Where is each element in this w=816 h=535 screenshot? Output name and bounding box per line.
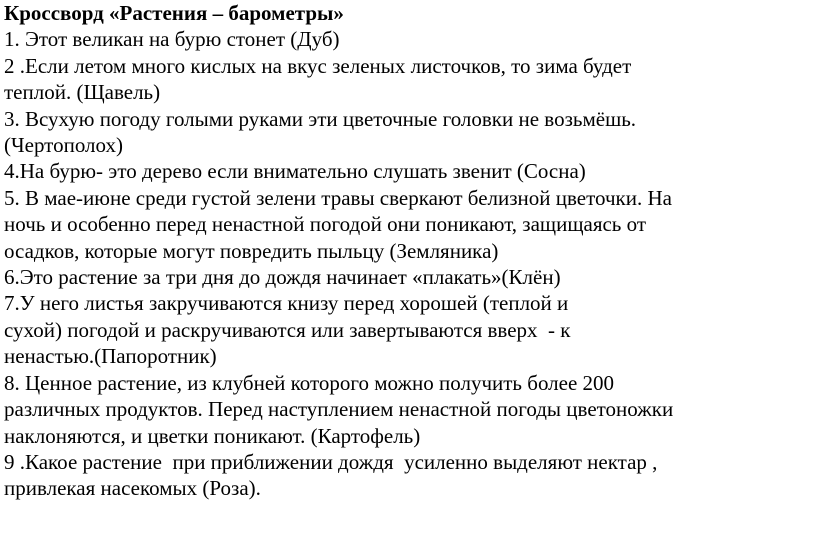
text-line-10: 6.Это растение за три дня до дождя начинает «плакать»(Клён) (4, 265, 561, 290)
text-line-9: осадков, которые могут повредить пыльцу (Земляника) (4, 238, 499, 263)
text-line-7: 5. В мае-июне среди густой зелени травы сверкают белизной цветочки. На (4, 185, 672, 210)
text-line-3: теплой. (Щавель) (4, 80, 161, 105)
text-line-1: 1. Этот великан на бурю стонет (Дуб) (4, 27, 340, 52)
text-line-14: 8. Ценное растение, из клубней которого можно получить более 200 (4, 370, 615, 395)
text-line-15: различных продуктов. Перед наступлением ненастной погоды цветоножки (4, 397, 674, 422)
document-title: Кроссворд «Растения – барометры» (4, 1, 344, 25)
text-line-11: 7.У него листья закручиваются книзу перед хорошей (теплой и (4, 291, 569, 316)
text-line-16: наклоняются, и цветки поникают. (Картофель) (4, 423, 421, 448)
text-line-17: 9 .Какое растение при приближении дождя усиленно выделяют нектар , (4, 449, 658, 474)
text-line-8: ночь и особенно перед ненастной погодой они поникают, защищаясь от (4, 212, 647, 237)
text-line-6: 4.На бурю- это дерево если внимательно слушать звенит (Сосна) (4, 159, 586, 184)
text-line-4: 3. Всухую погоду голыми руками эти цветочные головки не возьмёшь. (4, 106, 637, 131)
text-line-13: ненастью.(Папоротник) (4, 344, 217, 369)
text-line-12: сухой) погодой и раскручиваются или завертываются вверх - к (4, 317, 571, 342)
text-line-2: 2 .Если летом много кислых на вкус зеленых листочков, то зима будет (4, 53, 632, 78)
text-line-5: (Чертополох) (4, 133, 123, 158)
text-line-18: привлекая насекомых (Роза). (4, 476, 261, 501)
